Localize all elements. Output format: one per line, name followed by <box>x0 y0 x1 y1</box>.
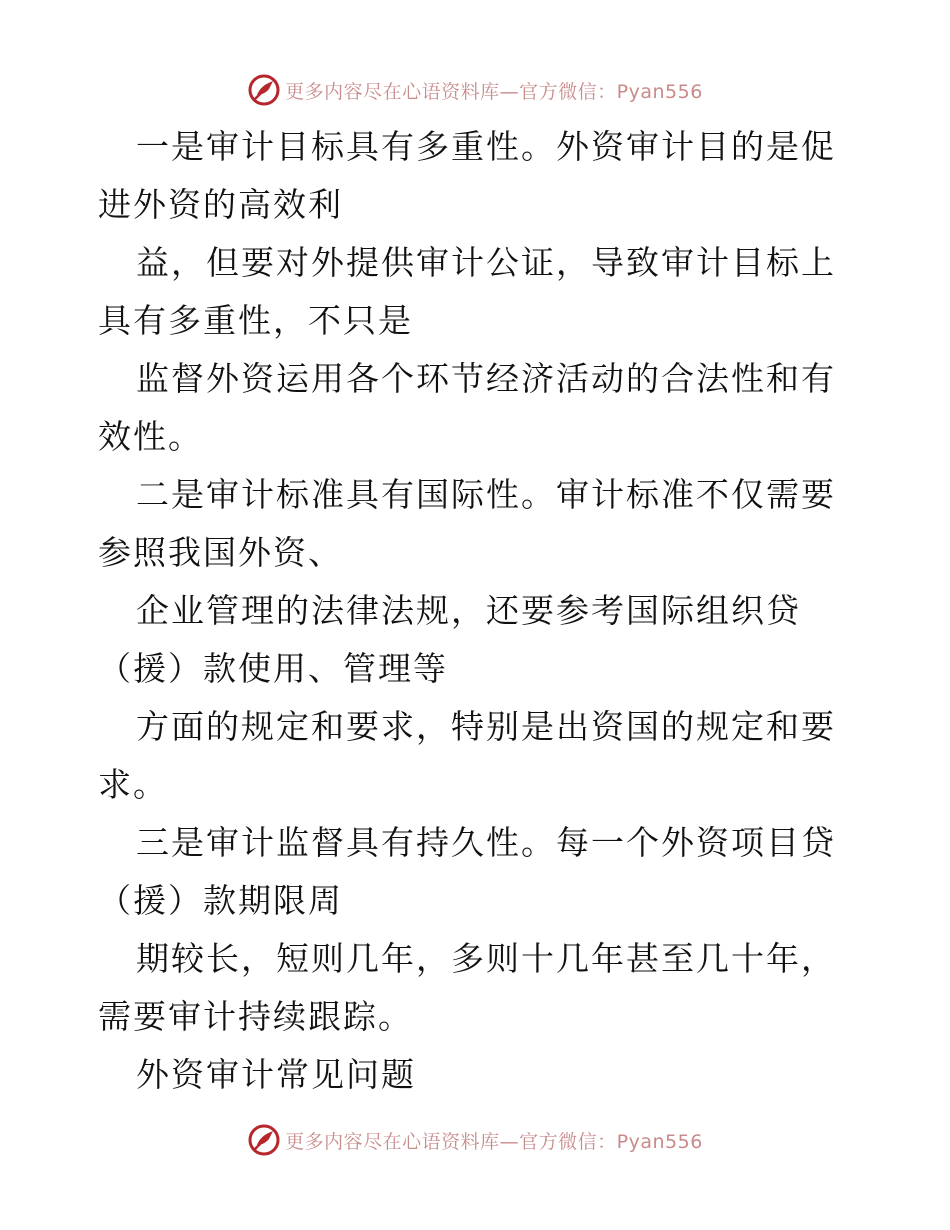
header-banner <box>0 70 950 110</box>
paragraph: 三是审计监督具有持久性。每一个外资项目贷（援）款期限周 <box>98 823 836 920</box>
footer-banner <box>0 1120 950 1160</box>
paragraph: 期较长，短则几年，多则十几年甚至几十年，需要审计持续跟踪。 <box>98 939 836 1036</box>
paragraph: 监督外资运用各个环节经济活动的合法性和有效性。 <box>98 359 836 456</box>
paragraph: 二是审计标准具有国际性。审计标准不仅需要参照我国外资、 <box>98 475 836 572</box>
brand-logo-icon <box>247 73 281 107</box>
paragraph: 方面的规定和要求，特别是出资国的规定和要求。 <box>98 707 836 804</box>
paragraph: 企业管理的法律法规，还要参考国际组织贷（援）款使用、管理等 <box>98 591 801 688</box>
header-banner-text: 更多内容尽在心语资料库—官方微信：Pyan556 <box>285 80 703 103</box>
section-heading: 外资审计常见问题 <box>136 1055 416 1094</box>
document-body <box>98 118 858 1104</box>
paragraph: 益，但要对外提供审计公证，导致审计目标上具有多重性，不只是 <box>98 243 836 340</box>
paragraph: 一是审计目标具有多重性。外资审计目的是促进外资的高效利 <box>98 127 836 224</box>
footer-banner-text: 更多内容尽在心语资料库—官方微信：Pyan556 <box>285 1130 703 1153</box>
brand-logo-icon <box>247 1123 281 1157</box>
